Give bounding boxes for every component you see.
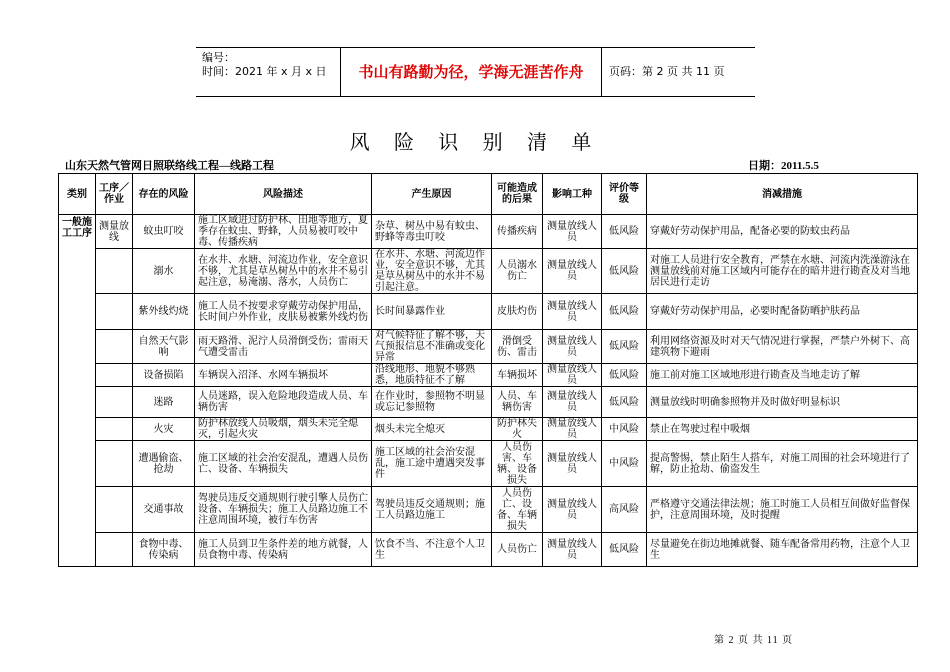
description-cell: 施工人员不按要求穿戴劳动保护用品，长时间户外作业，皮肤易被紫外线灼伤	[195, 294, 372, 330]
result-cell: 人员、车辆伤害	[492, 387, 543, 418]
header-result: 可能造成的后果	[492, 174, 543, 215]
header-process: 工序／作业	[96, 174, 133, 215]
result-cell: 防护林失火	[492, 418, 543, 441]
document-header	[196, 47, 755, 97]
risk-cell: 食物中毒、传染病	[133, 533, 195, 567]
description-cell: 防护林放线人员吸烟，烟头未完全熄灭，引起火灾	[195, 418, 372, 441]
result-cell: 人员溺水伤亡	[492, 249, 543, 294]
measure-cell: 利用网络资源及时对天气情况进行掌握，严禁户外树下、高建筑物下避雨	[647, 330, 918, 364]
description-cell: 车辆误入沼泽、水网车辆损坏	[195, 364, 372, 387]
page-footer: 第 2 页 共 11 页	[714, 635, 794, 646]
measure-cell: 对施工人员进行安全教育，严禁在水塘、河流内洗澡游泳在测量放线前对施工区域内可能存在的暗井进行勘查及对当地居民进行走访	[647, 249, 918, 294]
cause-cell: 杂草、树丛中易有蚊虫、野蜂等毒虫叮咬	[372, 215, 492, 249]
process-cell-empty	[96, 364, 133, 387]
description-cell: 施工人员到卫生条件差的地方就餐，人员食物中毒、传染病	[195, 533, 372, 567]
table-row	[59, 330, 918, 364]
cause-cell: 对气候特征了解不够，天气预报信息不准确或变化异常	[372, 330, 492, 364]
level-cell: 低风险	[602, 330, 647, 364]
measure-cell: 测量放线时明确参照物并及时做好明显标识	[647, 387, 918, 418]
process-cell-empty	[96, 294, 133, 330]
header-level: 评价等级	[602, 174, 647, 215]
work-type-cell: 测量放线人员	[543, 364, 602, 387]
header-risk: 存在的风险	[133, 174, 195, 215]
cause-cell: 在水井、水塘、河流边作业，安全意识不够，尤其是草丛树丛中的水井不易引起注意。	[372, 249, 492, 294]
measure-cell: 穿戴好劳动保护用品，必要时配备防晒护肤药品	[647, 294, 918, 330]
measure-cell: 严格遵守交通法律法规；施工时施工人员相互间做好监督保护，注意周围环境，及时提醒	[647, 487, 918, 533]
measure-cell: 提高警惕，禁止陌生人搭车，对施工周围的社会环境进行了解，防止抢劫、偷盗发生	[647, 441, 918, 487]
measure-cell: 穿戴好劳动保护用品，配备必要的防蚊虫药品	[647, 215, 918, 249]
process-cell-empty	[96, 533, 133, 567]
level-cell: 低风险	[602, 364, 647, 387]
number-label: 编号：	[202, 51, 235, 64]
level-cell: 低风险	[602, 387, 647, 418]
result-cell: 人员伤亡	[492, 533, 543, 567]
level-cell: 低风险	[602, 249, 647, 294]
process-cell-empty	[96, 387, 133, 418]
table-row	[59, 487, 918, 533]
level-cell: 低风险	[602, 215, 647, 249]
time-label: 时间：2021 年 x 月 x 日	[202, 65, 327, 78]
work-type-cell: 测量放线人员	[543, 387, 602, 418]
process-cell-empty	[96, 330, 133, 364]
level-cell: 中风险	[602, 418, 647, 441]
table-row	[59, 364, 918, 387]
risk-table	[58, 173, 918, 567]
page-code: 页码：第 2 页 共 11 页	[609, 65, 725, 78]
work-type-cell: 测量放线人员	[543, 294, 602, 330]
risk-cell: 紫外线灼烧	[133, 294, 195, 330]
header-category: 类别	[59, 174, 96, 215]
document-date: 日期：2011.5.5	[748, 160, 819, 172]
process-cell: 测量放线	[96, 215, 133, 249]
work-type-cell: 测量放线人员	[543, 249, 602, 294]
project-name: 山东天然气管网日照联络线工程—线路工程	[65, 160, 274, 172]
risk-cell: 交通事故	[133, 487, 195, 533]
cause-cell: 驾驶员违反交通规则；施工人员路边施工	[372, 487, 492, 533]
risk-cell: 火灾	[133, 418, 195, 441]
measure-cell: 尽量避免在街边地摊就餐、随车配备常用药物，注意个人卫生	[647, 533, 918, 567]
measure-cell: 施工前对施工区域地形进行勘查及当地走访了解	[647, 364, 918, 387]
work-type-cell: 测量放线人员	[543, 418, 602, 441]
work-type-cell: 测量放线人员	[543, 330, 602, 364]
result-cell: 人员伤亡、设备、车辆损失	[492, 487, 543, 533]
cause-cell: 烟头未完全熄灭	[372, 418, 492, 441]
measure-cell: 禁止在驾驶过程中吸烟	[647, 418, 918, 441]
process-cell-empty	[96, 249, 133, 294]
description-cell: 在水井、水塘、河流边作业，安全意识不够，尤其是草丛树丛中的水井不易引起注意，易淹溺、落水，人员伤亡	[195, 249, 372, 294]
level-cell: 高风险	[602, 487, 647, 533]
header-description: 风险描述	[195, 174, 372, 215]
level-cell: 中风险	[602, 441, 647, 487]
category-cell: 一般施工工序	[59, 215, 96, 567]
header-work-type: 影响工种	[543, 174, 602, 215]
description-cell: 施工区域的社会治安混乱，遭遇人员伤亡、设备、车辆损失	[195, 441, 372, 487]
result-cell: 皮肤灼伤	[492, 294, 543, 330]
risk-cell: 迷路	[133, 387, 195, 418]
header-measure: 消减措施	[647, 174, 918, 215]
result-cell: 人员伤害、车辆、设备损失	[492, 441, 543, 487]
risk-cell: 溺水	[133, 249, 195, 294]
work-type-cell: 测量放线人员	[543, 441, 602, 487]
result-cell: 车辆损坏	[492, 364, 543, 387]
cause-cell: 饮食不当、不注意个人卫生	[372, 533, 492, 567]
risk-cell: 设备损陷	[133, 364, 195, 387]
process-cell-empty	[96, 441, 133, 487]
process-cell-empty	[96, 487, 133, 533]
table-row	[59, 294, 918, 330]
level-cell: 低风险	[602, 533, 647, 567]
process-cell-empty	[96, 418, 133, 441]
cause-cell: 长时间暴露作业	[372, 294, 492, 330]
level-cell: 低风险	[602, 294, 647, 330]
description-cell: 雨天路滑、泥泞人员滑倒受伤；雷雨天气遭受雷击	[195, 330, 372, 364]
motto: 书山有路勤为径，学海无涯苦作舟	[340, 48, 602, 96]
result-cell: 滑倒受伤、雷击	[492, 330, 543, 364]
work-type-cell: 测量放线人员	[543, 215, 602, 249]
work-type-cell: 测量放线人员	[543, 533, 602, 567]
table-row	[59, 249, 918, 294]
table-header-row	[59, 174, 918, 215]
description-cell: 施工区域进过防护林、田地等地方，夏季存在蚊虫、野蜂，人员易被叮咬中毒、传播疾病	[195, 215, 372, 249]
work-type-cell: 测量放线人员	[543, 487, 602, 533]
cause-cell: 在作业时，参照物不明显或忘记参照物	[372, 387, 492, 418]
table-row	[59, 387, 918, 418]
description-cell: 人员迷路，误入危险地段造成人员、车辆伤害	[195, 387, 372, 418]
risk-cell: 自然天气影响	[133, 330, 195, 364]
cause-cell: 施工区域的社会治安混乱，施工途中遭遇突发事件	[372, 441, 492, 487]
result-cell: 传播疾病	[492, 215, 543, 249]
risk-cell: 遭遇偷盗、抢劫	[133, 441, 195, 487]
table-row	[59, 441, 918, 487]
table-row	[59, 418, 918, 441]
cause-cell: 沿线地形、地貌不够熟悉，地质特征不了解	[372, 364, 492, 387]
risk-cell: 蚊虫叮咬	[133, 215, 195, 249]
table-row	[59, 215, 918, 249]
header-cause: 产生原因	[372, 174, 492, 215]
page-title: 风 险 识 别 清 单	[349, 130, 601, 154]
description-cell: 驾驶员违反交通规则行驶引擎人员伤亡设备、车辆损失；施工人员路边施工不注意周围环境，被行车伤害	[195, 487, 372, 533]
table-row	[59, 533, 918, 567]
header-info	[196, 48, 340, 96]
